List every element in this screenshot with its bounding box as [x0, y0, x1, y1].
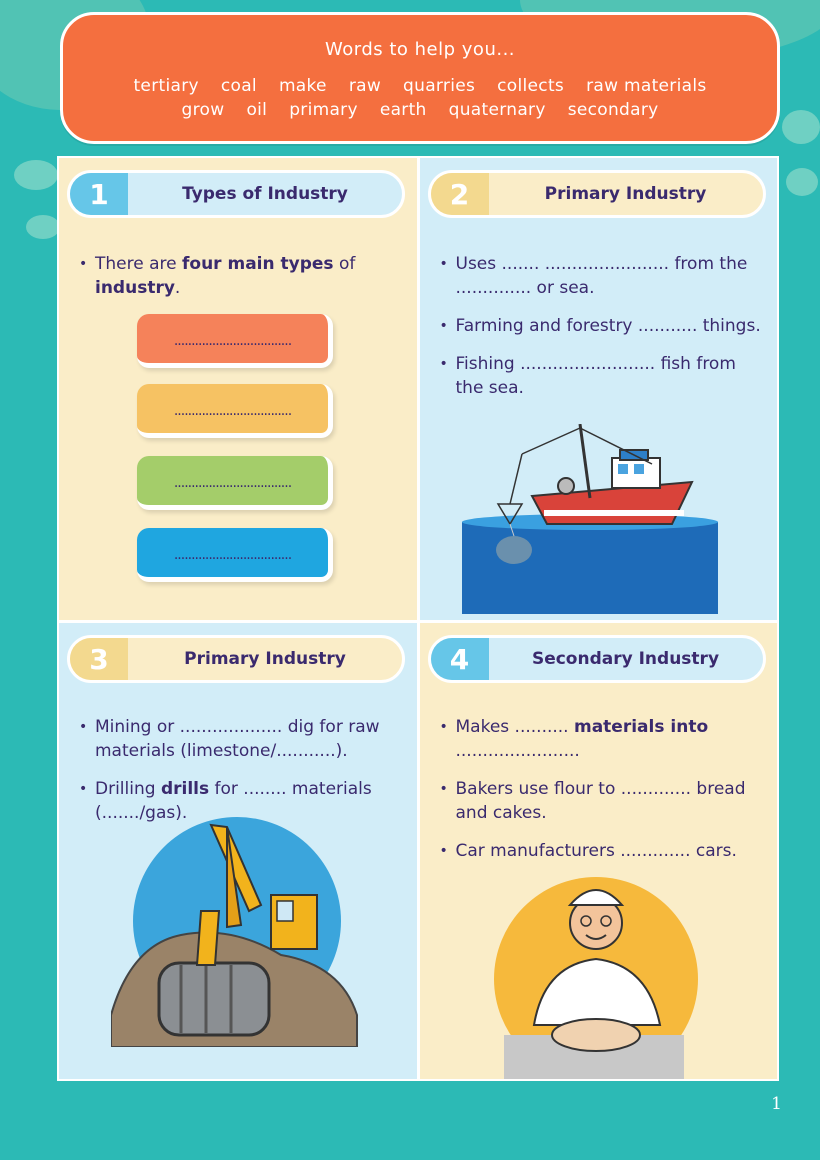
panel-secondary-industry [420, 623, 778, 1079]
word-bank-row [63, 98, 777, 122]
bullet-item: • Mining or ................... dig for raw materials (limestone/...........). [77, 715, 407, 763]
bullet-list [438, 252, 768, 414]
panel-primary-industry-2 [59, 623, 417, 1079]
word-item: grow [181, 100, 225, 120]
digger-illustration [111, 815, 361, 1047]
panel-primary-industry-1 [420, 158, 778, 620]
answer-box-blue[interactable]: .................................. [137, 528, 333, 582]
bullet-item: • There are four main types of industry. [77, 252, 407, 300]
panel-number: 1 [70, 173, 128, 215]
panel-types-of-industry [59, 158, 417, 620]
bullet-item: • Farming and forestry ........... things. [438, 314, 768, 338]
word-item: primary [289, 100, 358, 120]
word-item: quarries [403, 76, 476, 96]
bullet-item: • Bakers use flour to ............. bread and cakes. [438, 777, 768, 825]
bullet-list [77, 252, 407, 314]
panel-header [67, 170, 405, 218]
bullet-item: • Fishing ......................... fish from the sea. [438, 352, 768, 400]
fishing-boat-illustration [462, 424, 732, 614]
word-item: raw [348, 76, 382, 96]
panel-title: Secondary Industry [531, 649, 720, 669]
answer-box-yellow[interactable]: .................................. [137, 384, 333, 438]
word-item: coal [220, 76, 257, 96]
word-item: tertiary [133, 76, 199, 96]
cloud-decoration [14, 160, 58, 190]
word-item: secondary [567, 100, 659, 120]
answer-box-green[interactable]: .................................. [137, 456, 333, 510]
cloud-decoration [26, 215, 60, 239]
panel-title: Types of Industry [182, 184, 348, 204]
word-item: raw materials [586, 76, 707, 96]
panel-number: 3 [70, 638, 128, 680]
panel-header [67, 635, 405, 683]
panel-header [428, 635, 766, 683]
bullet-item: • Car manufacturers ............. cars. [438, 839, 768, 863]
answer-box-orange[interactable]: .................................. [137, 314, 333, 368]
bullet-item: • Drilling drills for ........ materials (......./gas). [77, 777, 407, 825]
word-item: oil [246, 100, 268, 120]
word-item: earth [379, 100, 427, 120]
word-item: quaternary [448, 100, 546, 120]
cloud-decoration [786, 168, 818, 196]
word-bank-title: Words to help you... [324, 39, 516, 60]
word-item: make [278, 76, 327, 96]
panel-number: 2 [431, 173, 489, 215]
worksheet-grid [57, 156, 779, 1081]
bullet-item: • Uses ....... ....................... from the .............. or sea. [438, 252, 768, 300]
bullet-list [438, 715, 768, 877]
word-bank-row [63, 74, 777, 98]
cloud-decoration [782, 110, 820, 144]
panel-title: Primary Industry [184, 649, 346, 669]
panel-header [428, 170, 766, 218]
word-bank [60, 12, 780, 144]
panel-number: 4 [431, 638, 489, 680]
baker-illustration [484, 875, 710, 1079]
bullet-item: • Makes .......... materials into ....................... [438, 715, 768, 763]
word-item: collects [497, 76, 565, 96]
panel-title: Primary Industry [544, 184, 707, 204]
page-number: 1 [771, 1094, 782, 1114]
